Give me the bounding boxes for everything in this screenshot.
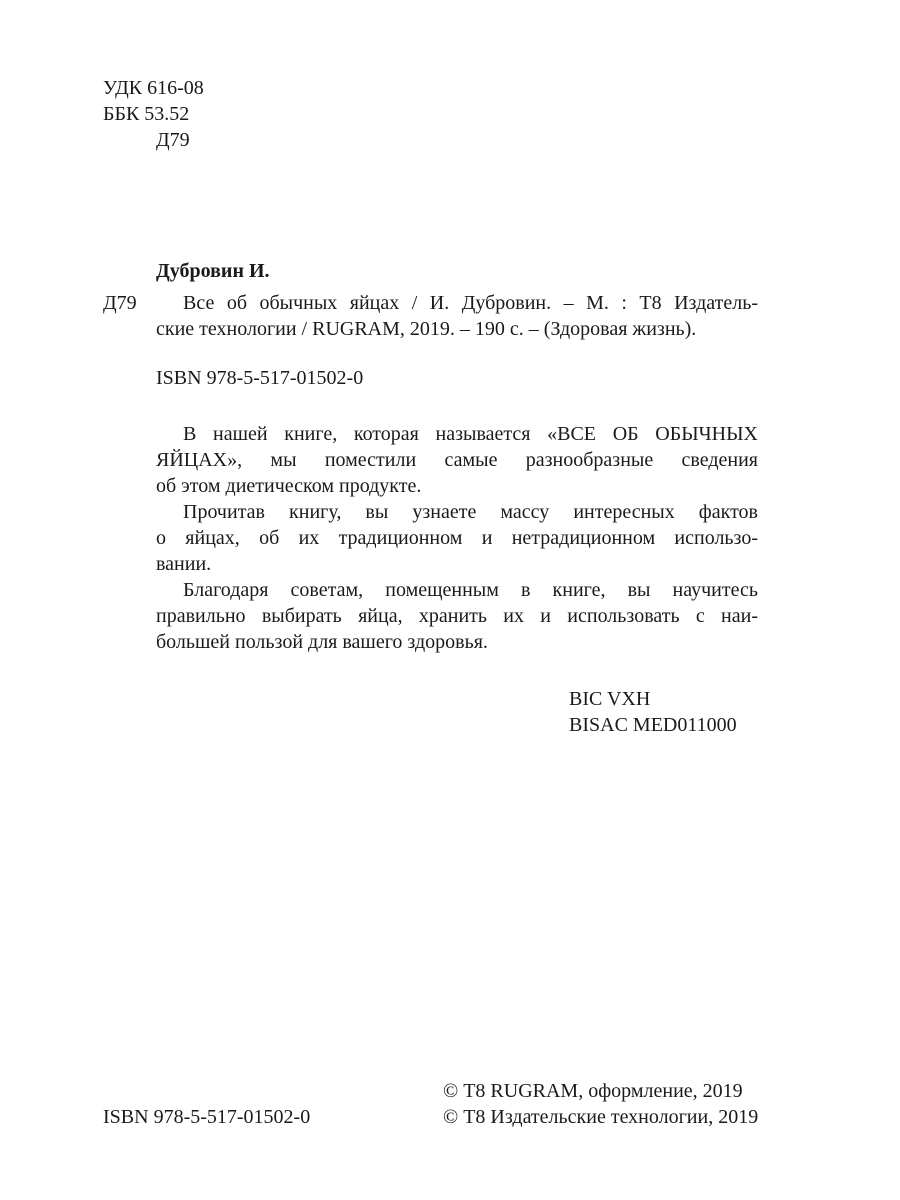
bib-description-line-2: ские технологии / RUGRAM, 2019. – 190 с. – (Здоровая жизнь).	[156, 318, 697, 340]
bbk-code: ББК 53.52	[103, 103, 190, 125]
annotation-line: вании.	[156, 553, 212, 575]
author-sign: Д79	[103, 292, 137, 314]
author-sign-top: Д79	[156, 129, 190, 151]
annotation-line: Прочитав книгу, вы узнаете массу интересных фактов	[183, 501, 758, 523]
udk-code: УДК 616-08	[103, 77, 204, 99]
annotation-line: правильно выбирать яйца, хранить их и использовать с наи-	[156, 605, 758, 627]
annotation-line: В нашей книге, которая называется «ВСЕ ОБ ОБЫЧНЫХ	[183, 423, 758, 445]
author-name: Дубровин И.	[156, 260, 270, 282]
isbn-footer: ISBN 978-5-517-01502-0	[103, 1106, 311, 1128]
copyright-publisher: © Т8 Издательские технологии, 2019	[443, 1106, 759, 1128]
bic-code: BIC VXH	[569, 688, 651, 710]
annotation-line: большей пользой для вашего здоровья.	[156, 631, 488, 653]
bib-description-line-1: Все об обычных яйцах / И. Дубровин. – М. : Т8 Издатель-	[183, 292, 758, 314]
annotation-line: о яйцах, об их традиционном и нетрадиционном использо-	[156, 527, 758, 549]
annotation-line: ЯЙЦАХ», мы поместили самые разнообразные сведения	[156, 449, 758, 471]
isbn: ISBN 978-5-517-01502-0	[156, 367, 364, 389]
annotation-line: Благодаря советам, помещенным в книге, вы научитесь	[183, 579, 758, 601]
annotation-line: об этом диетическом продукте.	[156, 475, 422, 497]
copyright-design: © Т8 RUGRAM, оформление, 2019	[443, 1080, 743, 1102]
bisac-code: BISAC MED011000	[569, 714, 737, 736]
